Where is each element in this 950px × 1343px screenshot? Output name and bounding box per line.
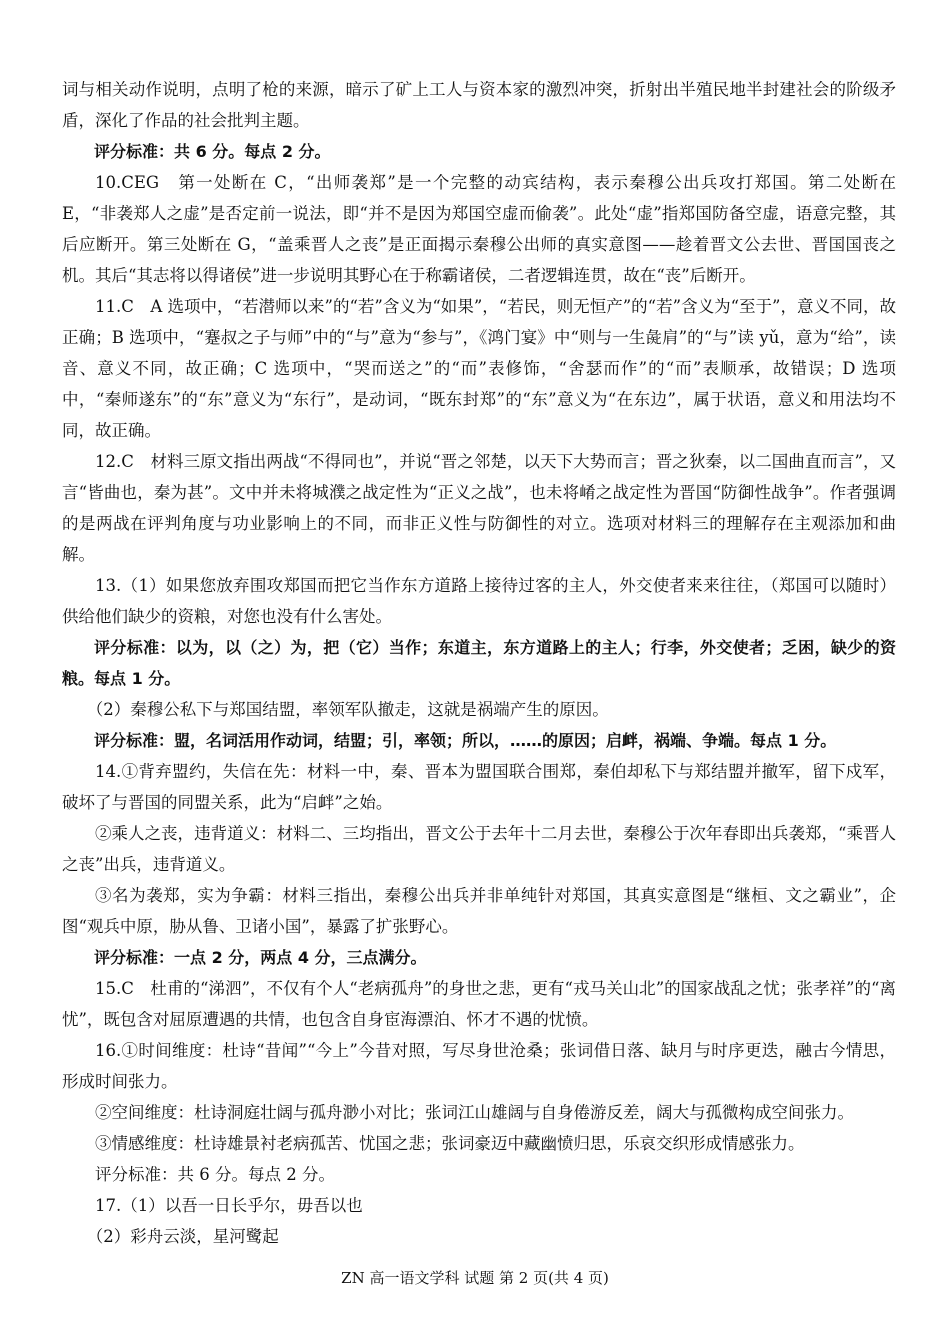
answer-13-1: 13.（1）如果您放弃围攻郑国而把它当作东方道路上接待过客的主人，外交使者来来往往，（郑国可以随时）供给他们缺少的资粮，对您也没有什么害处。 [62, 576, 896, 626]
answer-16-2: ②空间维度：杜诗洞庭壮阔与孤舟渺小对比；张词江山雄阔与自身倦游反差，阔大与孤微构成空间张力。 [95, 1103, 854, 1122]
document-body [62, 74, 896, 1252]
answer-17-1: 17.（1）以吾一日长乎尔，毋吾以也 [95, 1196, 363, 1215]
answer-11: 11.C A 选项中，“若潜师以来”的“若”含义为“如果”，“若民，则无恒产”的“若”含义为“至于”，意义不同，故正确；B 选项中，“蹇叔之子与师”中的“与”意为“参与”，《鸿门宴》中“则与一生彘肩”的“与”读 yǔ，意为“给”，读音、意义不同，故正确；C 选项中，“哭而送之”的“而”表修饰，“舍瑟而作”的“而”表顺承，故错误；D 选项中，“秦师遂东”的“东”意义为“东行”，是动词，“既东封郑”的“东”意义为“在东边”，属于状语，意义和用法均不同，故正确。 [62, 297, 896, 440]
scoring-standard: 评分标准：一点 2 分，两点 4 分，三点满分。 [94, 948, 427, 967]
answer-16-1: 16.①时间维度：杜诗“昔闻”“今上”今昔对照，写尽身世沧桑；张词借日落、缺月与时序更迭，融古今情思，形成时间张力。 [62, 1041, 896, 1091]
scoring-standard: 评分标准：盟，名词活用作动词，结盟；引，率领；所以，……的原因；启衅，祸端、争端。每点 1 分。 [94, 731, 837, 750]
scoring-standard: 评分标准：共 6 分。每点 2 分。 [95, 1165, 335, 1184]
scoring-standard: 评分标准：以为，以（之）为，把（它）当作；东道主，东方道路上的主人；行李，外交使者；乏困，缺少的资粮。每点 1 分。 [62, 638, 896, 688]
answer-12: 12.C 材料三原文指出两战“不得同也”，并说“晋之邻楚，以天下大势而言；晋之狄秦，以二国曲直而言”，又言“皆曲也，秦为甚”。文中并未将城濮之战定性为“正义之战”，也未将崤之战定性为晋国“防御性战争”。作者强调的是两战在评判角度与功业影响上的不同，而非正义性与防御性的对立。选项对材料三的理解存在主观添加和曲解。 [62, 452, 896, 564]
answer-16-3: ③情感维度：杜诗雄景衬老病孤苦、忧国之悲；张词豪迈中藏幽愤归思，乐哀交织形成情感张力。 [95, 1134, 805, 1153]
answer-14-2: ②乘人之丧，违背道义：材料二、三均指出，晋文公于去年十二月去世，秦穆公于次年春即出兵袭郑，“乘晋人之丧”出兵，违背道义。 [62, 824, 896, 874]
answer-13-2: （2）秦穆公私下与郑国结盟，率领军队撤走，这就是祸端产生的原因。 [86, 700, 609, 719]
answer-14-1: 14.①背弃盟约，失信在先：材料一中，秦、晋本为盟国联合围郑，秦伯却私下与郑结盟并撤军，留下戍军，破坏了与晋国的同盟关系，此为“启衅”之始。 [62, 762, 896, 812]
answer-17-2: （2）彩舟云淡，星河鹭起 [86, 1227, 279, 1246]
scoring-standard: 评分标准：共 6 分。每点 2 分。 [94, 142, 331, 161]
page-footer: ZN 高一语文学科 试题 第 2 页(共 4 页) [341, 1269, 609, 1287]
answer-10: 10.CEG 第一处断在 C，“出师袭郑”是一个完整的动宾结构，表示秦穆公出兵攻打郑国。第二处断在 E，“非袭郑人之虚”是否定前一说法，即“并不是因为郑国空虚而偷袭”。此处“虚”指郑国防备空虚，语意完整，其后应断开。第三处断在 G，“盖乘晋人之丧”是正面揭示秦穆公出师的真实意图——趁着晋文公去世、晋国国丧之机。其后“其志将以得诸侯”进一步说明其野心在于称霸诸侯，二者逻辑连贯，故在“丧”后断开。 [62, 173, 896, 285]
answer-14-3: ③名为袭郑，实为争霸：材料三指出，秦穆公出兵并非单纯针对郑国，其真实意图是“继桓、文之霸业”，企图“观兵中原，胁从鲁、卫诸小国”，暴露了扩张野心。 [62, 886, 896, 936]
answer-15: 15.C 杜甫的“涕泗”，不仅有个人“老病孤舟”的身世之悲，更有“戎马关山北”的国家战乱之忧；张孝祥”的“离忧”，既包含对屈原遭遇的共情，也包含自身宦海漂泊、怀才不遇的忧愤。 [62, 979, 896, 1029]
paragraph-continuation: 词与相关动作说明，点明了枪的来源，暗示了矿上工人与资本家的激烈冲突，折射出半殖民地半封建社会的阶级矛盾，深化了作品的社会批判主题。 [62, 80, 896, 130]
